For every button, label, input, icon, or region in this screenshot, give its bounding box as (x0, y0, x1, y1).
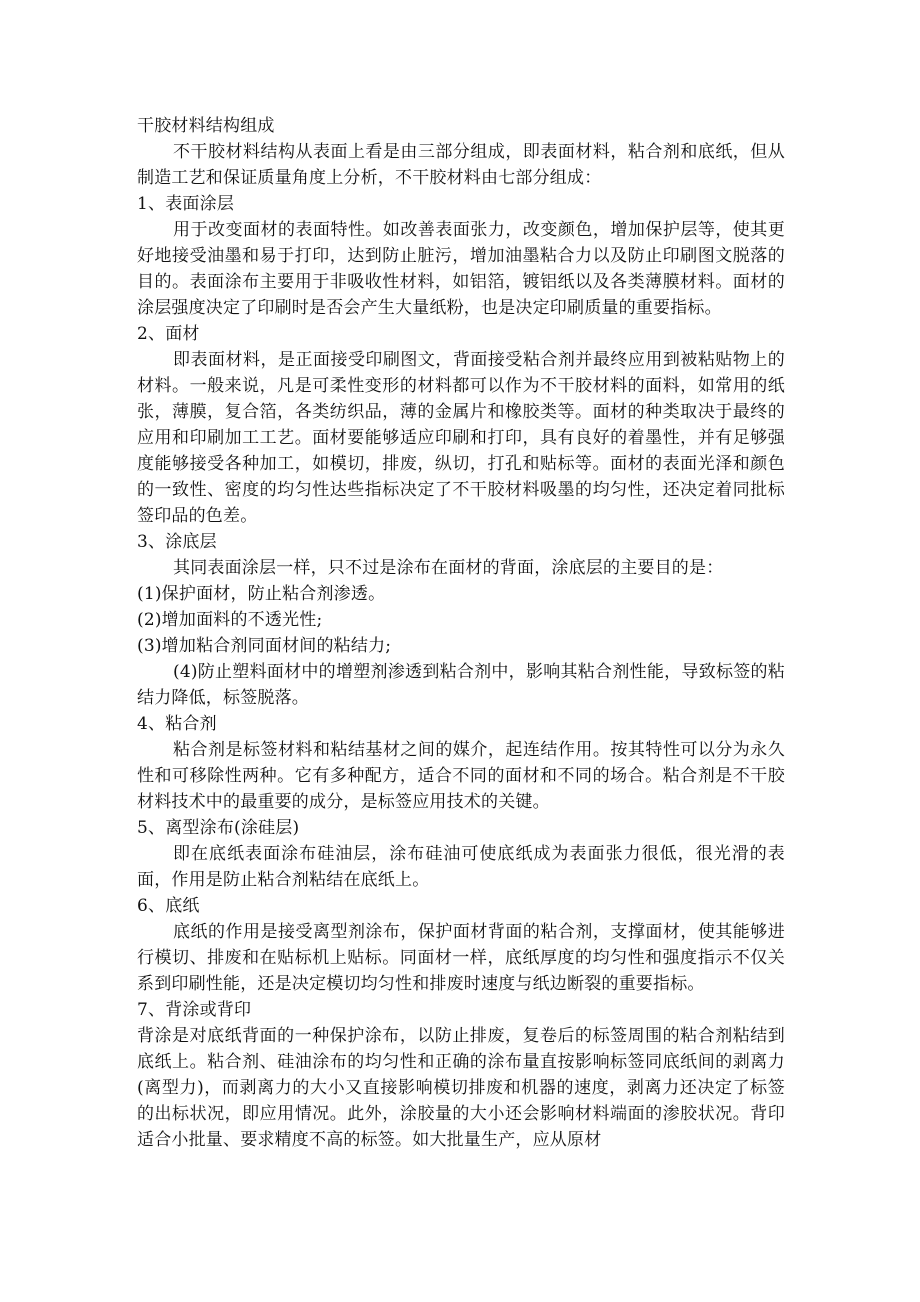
section-6-heading: 6、底纸 (137, 896, 200, 916)
section-1-body: 用于改变面材的表面特性。如改善表面张力，改变颜色，增加保护层等，使其更好地接受油墨和易于打印，达到防止脏污，增加油墨粘合力以及防止印刷图文脱落的目的。表面涂布主要用于非吸收性材料，如铝箔，镀铝纸以及各类薄膜材料。面材的涂层强度决定了印刷时是否会产生大量纸粉，也是决定印刷质量的重要指标。 (137, 220, 785, 318)
section-1-heading: 1、表面涂层 (137, 194, 235, 214)
section-3-item-4: (4)防止塑料面材中的增塑剂渗透到粘合剂中，影响其粘合剂性能，导致标签的粘结力降低，标签脱落。 (137, 662, 785, 708)
section-4-heading: 4、粘合剂 (137, 714, 217, 734)
document-body (137, 113, 785, 1153)
section-4-body: 粘合剂是标签材料和粘结基材之间的媒介，起连结作用。按其特性可以分为永久性和可移除性两种。它有多种配方，适合不同的面材和不同的场合。粘合剂是不干胶材料技术中的最重要的成分，是标签应用技术的关键。 (137, 740, 785, 812)
section-3-heading: 3、涂底层 (137, 532, 217, 552)
section-2-heading: 2、面材 (137, 324, 200, 344)
section-3-body: 其同表面涂层一样，只不过是涂布在面材的背面，涂底层的主要目的是： (173, 558, 724, 578)
section-7-body: 背涂是对底纸背面的一种保护涂布，以防止排废，复卷后的标签周围的粘合剂粘结到底纸上。粘合剂、硅油涂布的均匀性和正确的涂布量直按影响标签同底纸间的剥离力(离型力)，而剥离力的大小又直接影响模切排废和机器的速度，剥离力还决定了标签的出标状况，即应用情况。此外，涂胶量的大小还会影响材料端面的渗胶状况。背印适合小批量、要求精度不高的标签。如大批量生产，应从原材 (137, 1026, 785, 1150)
section-3-item-2: (2)增加面料的不透光性; (137, 610, 323, 630)
section-2-body: 即表面材料，是正面接受印刷图文，背面接受粘合剂并最终应用到被粘贴物上的材料。一般来说，凡是可柔性变形的材料都可以作为不干胶材料的面料，如常用的纸张，薄膜，复合箔，各类纺织品，薄的金属片和橡胶类等。面材的种类取决于最终的应用和印刷加工工艺。面材要能够适应印刷和打印，具有良好的着墨性，并有足够强度能够接受各种加工，如模切，排废，纵切，打孔和贴标等。面材的表面光泽和颜色的一致性、密度的均匀性达些指标决定了不干胶材料吸墨的均匀性，还决定着同批标签印品的色差。 (137, 350, 785, 526)
section-7-heading: 7、背涂或背印 (137, 1000, 252, 1020)
section-5-heading: 5、离型涂布(涂硅层) (137, 818, 300, 838)
section-3-item-1: (1)保护面材，防止粘合剂渗透。 (137, 584, 386, 604)
intro-paragraph: 不干胶材料结构从表面上看是由三部分组成，即表面材料，粘合剂和底纸，但从制造工艺和保证质量角度上分析，不干胶材料由七部分组成： (137, 142, 785, 188)
section-6-body: 底纸的作用是接受离型剂涂布，保护面材背面的粘合剂，支撑面材，使其能够进行模切、排废和在贴标机上贴标。同面材一样，底纸厚度的均匀性和强度指示不仅关系到印刷性能，还是决定模切均匀性和排废时速度与纸边断裂的重要指标。 (137, 922, 785, 994)
section-5-body: 即在底纸表面涂布硅油层，涂布硅油可使底纸成为表面张力很低，很光滑的表面，作用是防止粘合剂粘结在底纸上。 (137, 844, 785, 890)
section-3-item-3: (3)增加粘合剂同面材间的粘结力; (137, 636, 392, 656)
document-title: 干胶材料结构组成 (137, 116, 275, 136)
